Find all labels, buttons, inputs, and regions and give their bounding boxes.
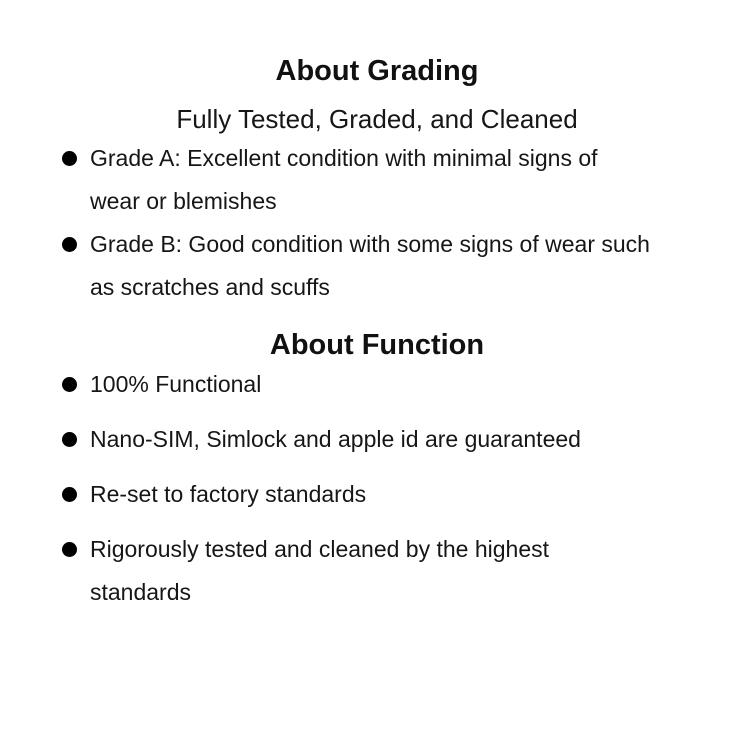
bullet-icon <box>62 237 77 252</box>
list-item <box>62 528 692 614</box>
grading-section-subtitle: Fully Tested, Graded, and Cleaned <box>176 104 578 134</box>
list-item <box>62 418 692 461</box>
list-item <box>62 223 692 309</box>
grading-list <box>62 137 692 309</box>
list-item <box>62 473 692 516</box>
function-section-title: About Function <box>269 329 485 361</box>
bullet-icon <box>62 377 77 392</box>
bullet-icon <box>62 487 77 502</box>
list-item <box>62 137 692 223</box>
list-item-text: 100% Functional <box>90 371 262 397</box>
list-item-text: Grade A: Excellent condition with minimal signs of wear or blemishes <box>90 145 598 214</box>
bullet-icon <box>62 432 77 447</box>
bullet-icon <box>62 151 77 166</box>
list-item-text: Grade B: Good condition with some signs of wear such as scratches and scuffs <box>90 231 650 300</box>
bullet-icon <box>62 542 77 557</box>
function-list <box>62 363 692 614</box>
list-item <box>62 363 692 406</box>
grading-section-title: About Grading <box>275 55 479 87</box>
list-item-text: Nano-SIM, Simlock and apple id are guaranteed <box>90 426 581 452</box>
list-item-text: Rigorously tested and cleaned by the highest standards <box>90 536 550 605</box>
list-item-text: Re-set to factory standards <box>90 481 367 507</box>
